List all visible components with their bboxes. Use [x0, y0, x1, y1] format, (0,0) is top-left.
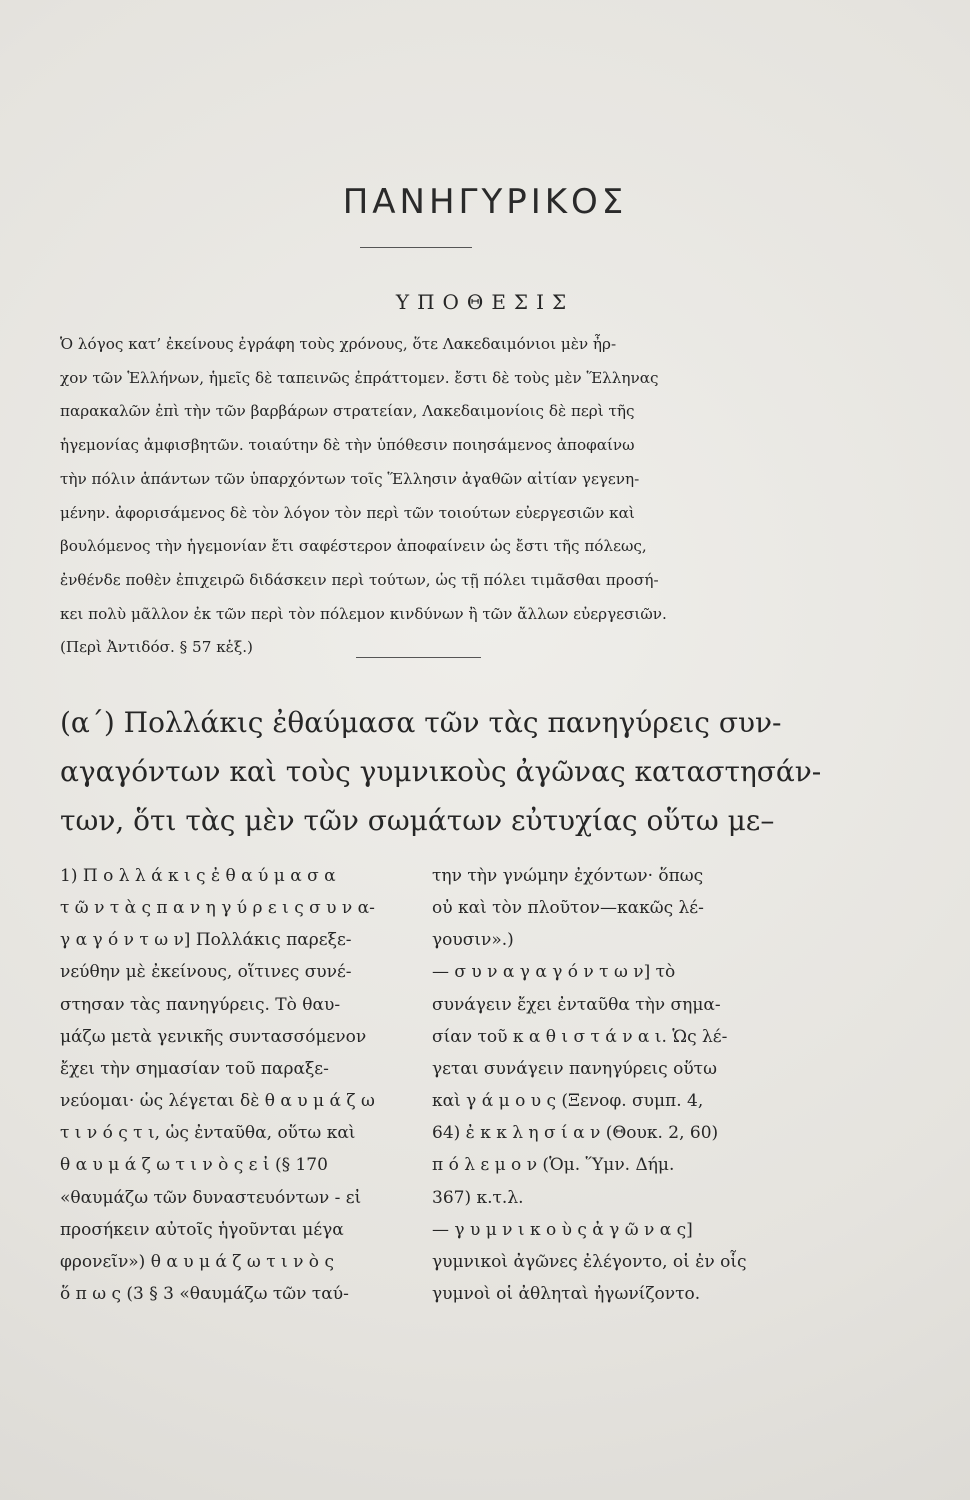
note-line: ἔχει τὴν σημασίαν τοῦ παραξε- — [60, 1058, 329, 1079]
note-line: 367) κ.τ.λ. — [432, 1187, 524, 1208]
text-line: παρακαλῶν ἐπὶ τὴν τῶν βαρβάρων στρατείαν, Λακεδαιμονίοις δὲ περὶ τῆς — [60, 402, 635, 421]
note-line: — σ υ ν α γ α γ ό ν τ ω ν] τὸ — [432, 962, 676, 983]
note-line: φρονεῖν») θ α υ μ ά ζ ω τ ι ν ὸ ς — [60, 1251, 334, 1272]
note-line: νεύομαι· ὡς λέγεται δὲ θ α υ μ ά ζ ω — [60, 1091, 375, 1112]
note-line: π ό λ ε μ ο ν (Ὁμ. Ὕμν. Δήμ. — [432, 1155, 675, 1176]
note-line: 64) ἐ κ κ λ η σ ί α ν (Θουκ. 2, 60) — [432, 1123, 719, 1144]
note-line: τ ι ν ό ς τ ι, ὡς ἐνταῦθα, οὕτω καὶ — [60, 1123, 356, 1144]
note-line: νεύθην μὲ ἐκείνους, οἵτινες συνέ- — [60, 962, 352, 983]
note-line: — γ υ μ ν ι κ ο ὺ ς ἀ γ ῶ ν α ς] — [432, 1219, 693, 1240]
note-line: μάζω μετὰ γενικῆς συντασσόμενον — [60, 1026, 367, 1047]
title-rule — [360, 247, 472, 248]
note-line: στησαν τὰς πανηγύρεις. Τὸ θαυ- — [60, 994, 341, 1015]
note-line: γ α γ ό ν τ ω ν] Πολλάκις παρεξε- — [60, 930, 352, 951]
main-text-line: αγαγόντων καὶ τοὺς γυμνικοὺς ἀγῶνας καταστησάν- — [60, 755, 822, 788]
note-line: προσήκειν αὐτοῖς ἡγοῦνται μέγα — [60, 1219, 344, 1240]
main-text-line: (α΄) Πολλάκις ἐθαύμασα τῶν τὰς πανηγύρεις συν- — [60, 706, 782, 739]
note-line: γυμνοὶ οἱ ἀθληταὶ ἠγωνίζοντο. — [432, 1284, 701, 1305]
note-line: γεται συνάγειν πανηγύρεις οὕτω — [432, 1058, 717, 1079]
text-line: (Περὶ Ἀντιδόσ. § 57 κἑξ.) — [60, 638, 253, 657]
text-line: Ὁ λόγος κατ’ ἐκείνους ἐγράφη τοὺς χρόνους, ὅτε Λακεδαιμόνιοι μὲν ἦρ- — [60, 335, 617, 353]
text-line: κει πολὺ μᾶλλον ἐκ τῶν περὶ τὸν πόλεμον κινδύνων ἢ τῶν ἄλλων εὐεργεσιῶν. — [60, 604, 667, 623]
note-line: 1) Π ο λ λ ά κ ι ς ἐ θ α ύ μ α σ α — [60, 866, 336, 886]
text-line: χον τῶν Ἑλλήνων, ἡμεῖς δὲ ταπεινῶς ἐπράττομεν. ἔστι δὲ τοὺς μὲν Ἕλληνας — [60, 368, 659, 387]
section-rule — [356, 657, 481, 658]
text-line: μένην. ἀφορισάμενος δὲ τὸν λόγον τὸν περὶ τῶν τοιούτων εὐεργεσιῶν καὶ — [60, 503, 635, 522]
text-line: ἡγεμονίας ἀμφισβητῶν. τοιαύτην δὲ τὴν ὑπόθεσιν ποιησάμενος ἀποφαίνω — [60, 436, 635, 455]
note-line: γουσιν».) — [432, 930, 514, 951]
page-title: ΠΑΝΗΓΥΡΙΚΟΣ — [342, 182, 628, 222]
note-line: σίαν τοῦ κ α θ ι σ τ ά ν α ι. Ὡς λέ- — [432, 1026, 728, 1047]
note-line: «θαυμάζω τῶν δυναστευόντων - εἰ — [60, 1187, 362, 1208]
main-text — [60, 698, 822, 845]
note-line: ὅ π ω ς (3 § 3 «θαυμάζω τῶν ταύ- — [60, 1284, 349, 1305]
note-line: συνάγειν ἔχει ἐνταῦθα τὴν σημα- — [432, 994, 721, 1015]
text-line: βουλόμενος τὴν ἡγεμονίαν ἔτι σαφέστερον ἀποφαίνειν ὡς ἔστι τῆς πόλεως, — [60, 537, 647, 556]
note-line: γυμνικοὶ ἀγῶνες ἐλέγοντο, οἱ ἐν οἷς — [432, 1251, 747, 1272]
notes-left-column — [60, 860, 410, 1310]
note-line: την τὴν γνώμην ἐχόντων· ὅπως — [432, 866, 704, 886]
text-line: ἐνθένδε ποθὲν ἐπιχειρῶ διδάσκειν περὶ τούτων, ὡς τῇ πόλει τιμᾶσθαι προσή- — [60, 570, 659, 589]
hypothesis-paragraph — [60, 328, 810, 665]
note-line: οὐ καὶ τὸν πλοῦτον—κακῶς λέ- — [432, 898, 704, 919]
main-text-line: των, ὅτι τὰς μὲν τῶν σωμάτων εὐτυχίας οὕτω με– — [60, 804, 775, 837]
notes-right-column — [432, 860, 812, 1310]
note-line: τ ῶ ν τ ὰ ς π α ν η γ ύ ρ ε ι ς σ υ ν α- — [60, 898, 375, 919]
text-line: τὴν πόλιν ἁπάντων τῶν ὑπαρχόντων τοῖς Ἕλλησιν ἀγαθῶν αἰτίαν γεγενη- — [60, 469, 640, 488]
section-subtitle: ΥΠΟΘΕΣΙΣ — [395, 290, 575, 314]
note-line: θ α υ μ ά ζ ω τ ι ν ὸ ς ε ἰ (§ 170 — [60, 1155, 328, 1176]
note-line: καὶ γ ά μ ο υ ς (Ξενοφ. συμπ. 4, — [432, 1091, 704, 1112]
